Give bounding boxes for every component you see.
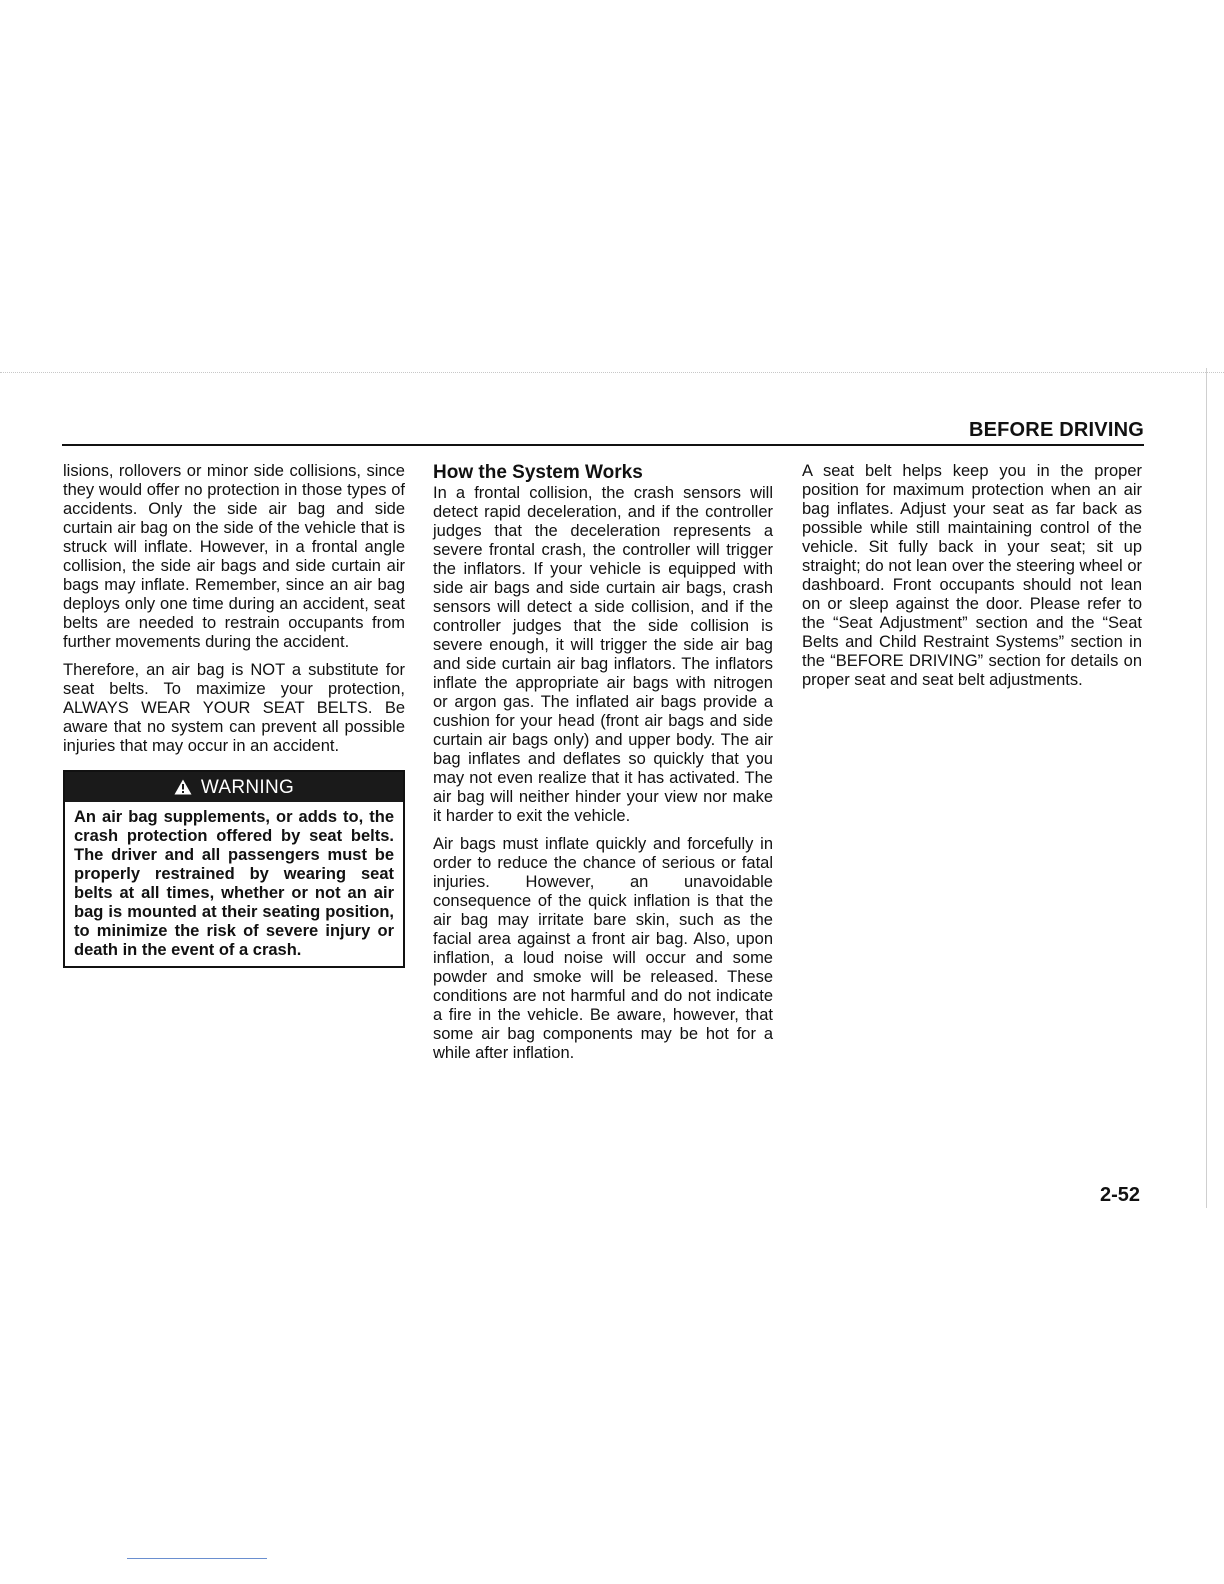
warning-box [63,770,405,968]
header-rule [62,444,1144,446]
warning-triangle-icon [174,779,192,795]
warning-header [65,772,403,802]
scan-artifact-line [0,372,1224,373]
paragraph: In a frontal collision, the crash sensors will detect rapid deceleration, and if the controller judges that the deceleration represents a severe frontal crash, the controller will trigger the inflators. If your vehicle is equipped with side air bags and side curtain air bags, crash sensors will detect a side collision, and if the controller judges that the side collision is severe enough, it will trigger the side air bag and side curtain air bag inflators. The inflators inflate the appropriate air bags with nitrogen or argon gas. The inflated air bags provide a cushion for your head (front air bags and side curtain air bags only) and upper body. The air bag inflates and deflates so quickly that you may not even realize that it has activated. The air bag will neither hinder your view nor make it harder to exit the vehicle. [433,484,773,825]
page-edge-line [1206,368,1207,1208]
paragraph: Therefore, an air bag is NOT a substitute for seat belts. To maximize your protection, ALWAYS WEAR YOUR SEAT BELTS. Be aware that no system can prevent all possible injuries that may occur in an accident. [63,661,405,755]
paragraph: lisions, rollovers or minor side collisions, since they would offer no protection in those types of accidents. Only the side air bag and side curtain air bag on the side of the vehicle that is struck will inflate. However, in a frontal angle collision, the side air bags and side curtain air bags may inflate. Remember, since an air bag deploys only one time during an accident, seat belts are needed to restrain occupants from further movements during the accident. [63,462,405,651]
page-number: 2-52 [1099,1184,1140,1206]
column-right [802,462,1142,699]
subsection-heading: How the System Works [433,462,643,483]
column-middle [433,462,773,1072]
section-title: BEFORE DRIVING [968,419,1144,441]
warning-label: WARNING [200,776,295,798]
warning-text: An air bag supplements, or adds to, the crash protection offered by seat belts. The driver and all passengers must be properly restrained by wearing seat belts at all times, whether or not an air bag is mounted at their seating position, to minimize the risk of severe injury or death in the event of a crash. [74,808,394,959]
paragraph: Air bags must inflate quickly and forcefully in order to reduce the chance of serious or fatal injuries. However, an unavoidable consequence of the quick inflation is that the air bag may irritate bare skin, such as the facial area against a front air bag. Also, upon inflation, a loud noise will occur and some powder and smoke will be released. These conditions are not harmful and do not indicate a fire in the vehicle. Be aware, however, that some air bag components may be hot for a while after inflation. [433,835,773,1062]
scan-artifact-mark [127,1558,267,1559]
column-left [63,462,405,968]
page-header [62,418,1144,444]
paragraph: A seat belt helps keep you in the proper position for maximum protection when an air bag inflates. Adjust your seat as far back as possible while still maintaining control of the vehicle. Sit fully back in your seat; sit up straight; do not lean over the steering wheel or dashboard. Front occupants should not lean on or sleep against the door. Please refer to the “Seat Adjustment” section and the “Seat Belts and Child Restraint Systems” section in the “BEFORE DRIVING” section for details on proper seat and seat belt adjustments. [802,462,1142,689]
